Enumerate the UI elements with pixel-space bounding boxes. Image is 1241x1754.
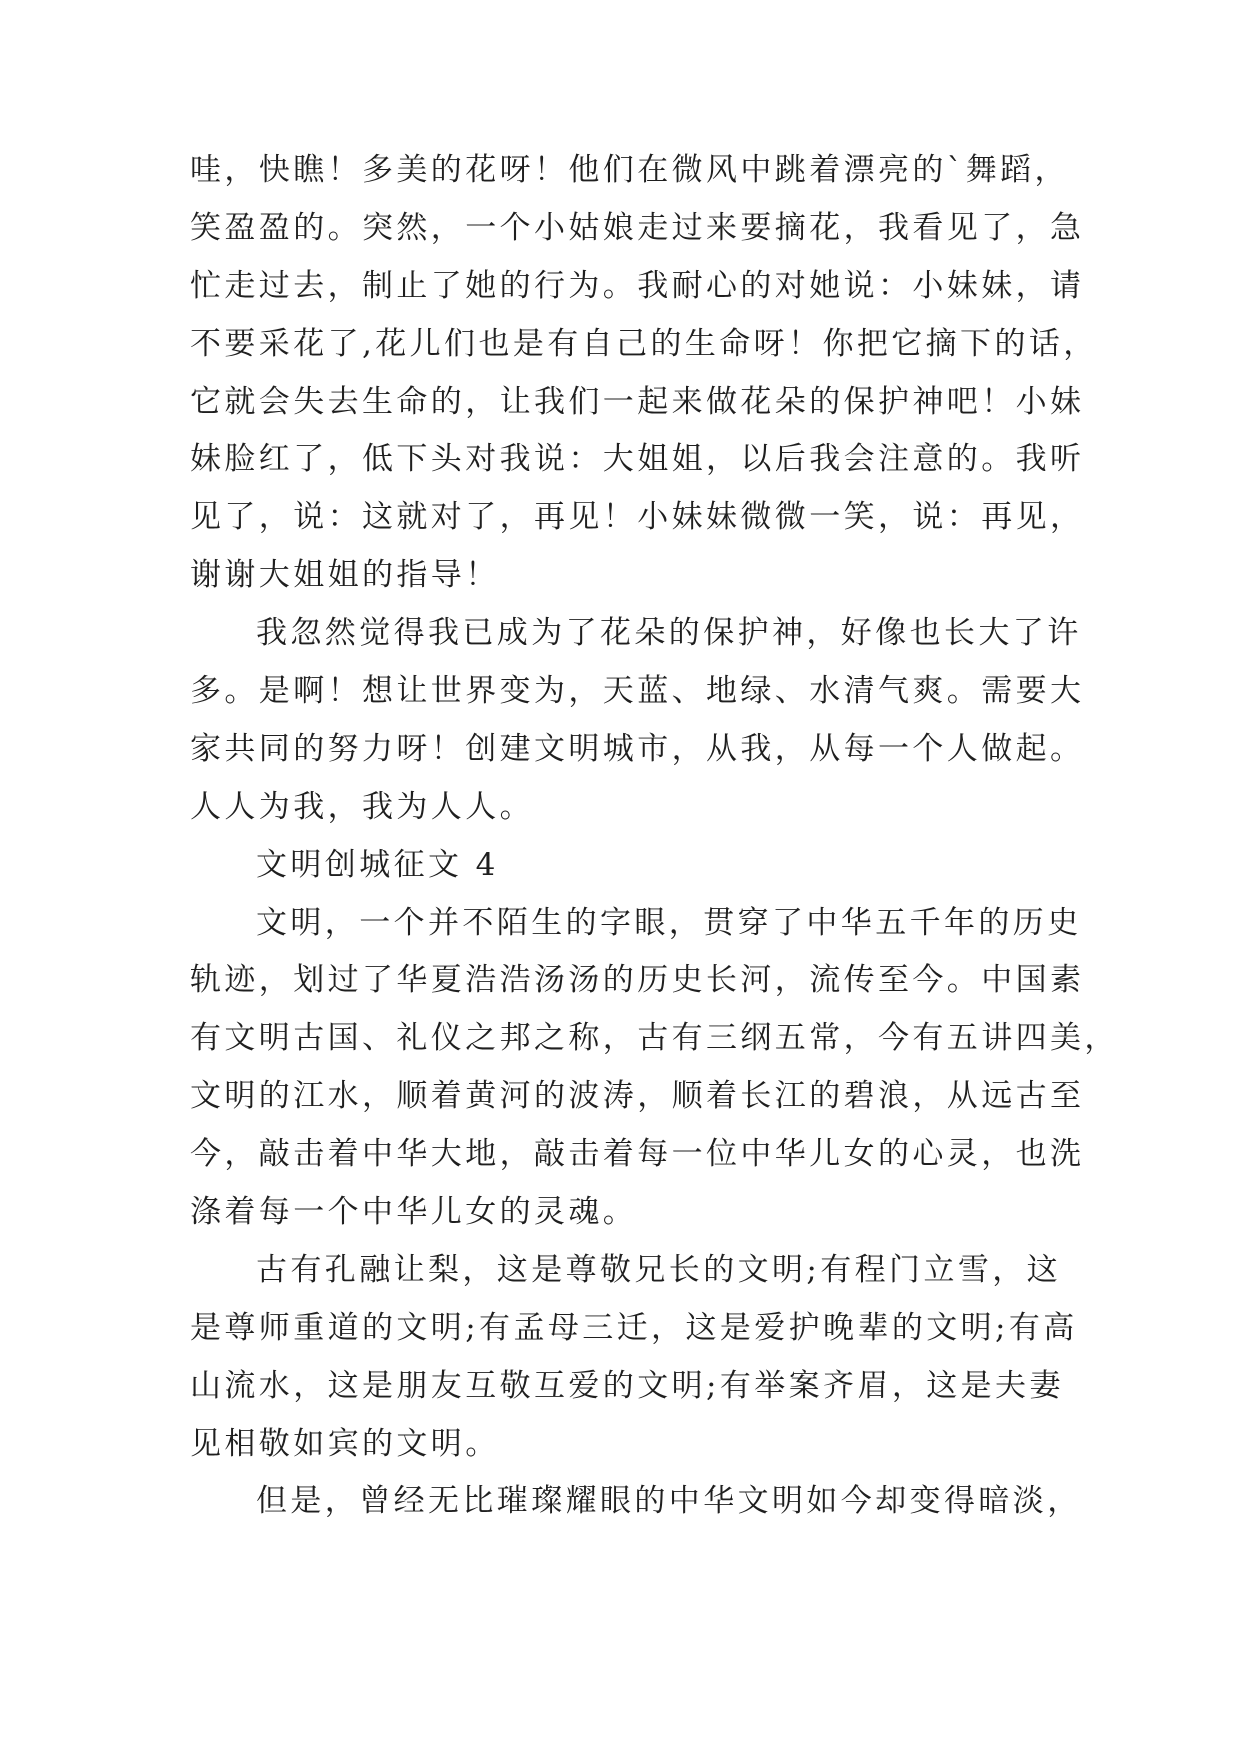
paragraph-first-line: 但是，曾经无比璀璨耀眼的中华文明如今却变得暗淡， — [256, 1483, 1082, 1520]
text-line: 人人为我，我为人人。 — [190, 788, 534, 825]
document-body — [190, 142, 1119, 1531]
text-line: 不要采花了,花儿们也是有自己的生命呀！你把它摘下的话， — [190, 325, 1098, 362]
text-line: 今，敲击着中华大地，敲击着每一位中华儿女的心灵，也洗 — [190, 1136, 1085, 1173]
paragraph-first-line: 古有孔融让梨，这是尊敬兄长的文明;有程门立雪，这 — [256, 1251, 1062, 1288]
section-heading: 文明创城征文 4 — [256, 846, 499, 883]
text-line: 谢谢大姐姐的指导！ — [190, 557, 500, 594]
text-line: 多。是啊！想让世界变为，天蓝、地绿、水清气爽。需要大 — [190, 673, 1085, 710]
paragraph-first-line: 我忽然觉得我已成为了花朵的保护神，好像也长大了许 — [256, 615, 1082, 652]
text-line: 笑盈盈的。突然，一个小姑娘走过来要摘花，我看见了，急 — [190, 209, 1085, 246]
text-line: 它就会失去生命的，让我们一起来做花朵的保护神吧！小妹 — [190, 383, 1085, 420]
text-line: 忙走过去，制止了她的行为。我耐心的对她说：小妹妹，请 — [190, 267, 1085, 304]
text-line: 文明的江水，顺着黄河的波涛，顺着长江的碧浪，从远古至 — [190, 1078, 1085, 1115]
text-line: 见相敬如宾的文明。 — [190, 1425, 500, 1462]
paragraph-first-line: 文明，一个并不陌生的字眼，贯穿了中华五千年的历史 — [256, 904, 1082, 941]
text-line: 轨迹，划过了华夏浩浩汤汤的历史长河，流传至今。中国素 — [190, 962, 1085, 999]
text-line: 妹脸红了，低下头对我说：大姐姐，以后我会注意的。我听 — [190, 441, 1085, 478]
text-line: 见了，说：这就对了，再见！小妹妹微微一笑，说：再见， — [190, 499, 1085, 536]
text-line: 家共同的努力呀！创建文明城市，从我，从每一个人做起。 — [190, 730, 1085, 767]
text-line: 有文明古国、礼仪之邦之称，古有三纲五常，今有五讲四美， — [190, 1020, 1119, 1057]
text-line: 哇，快瞧！多美的花呀！他们在微风中跳着漂亮的`舞蹈， — [190, 152, 1069, 188]
text-line: 是尊师重道的文明;有孟母三迁，这是爱护晚辈的文明;有高 — [190, 1309, 1078, 1346]
text-line: 涤着每一个中华儿女的灵魂。 — [190, 1194, 638, 1231]
text-line: 山流水，这是朋友互敬互爱的文明;有举案齐眉，这是夫妻 — [190, 1367, 1064, 1404]
